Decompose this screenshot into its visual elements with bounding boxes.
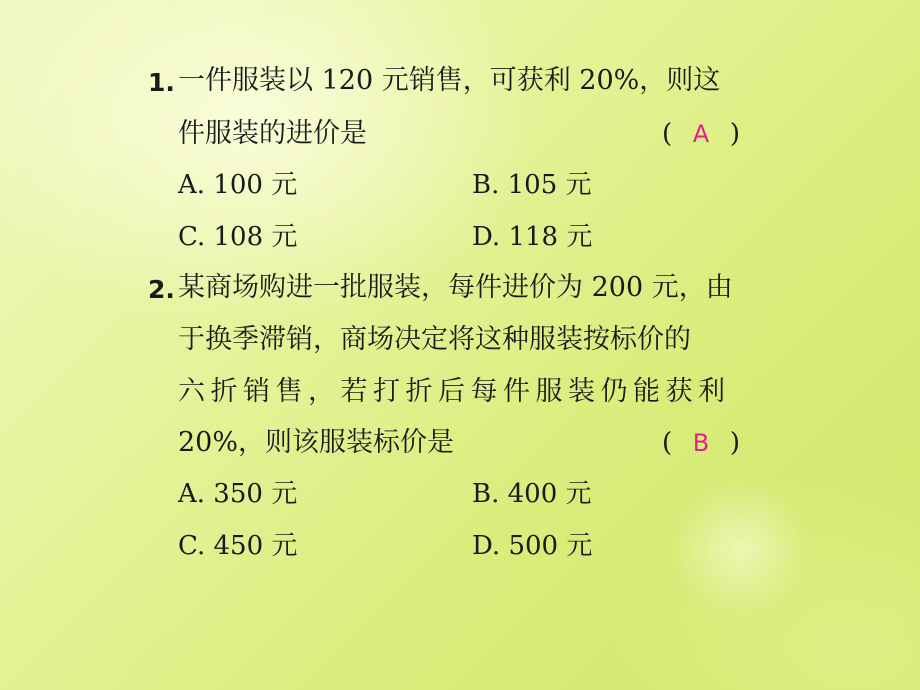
option-b: B. 105 元 [472,170,592,200]
question-number: 2. [148,275,175,304]
option-a: A. 350 元 [178,479,298,509]
question-text-line: 件服装的进价是 [178,118,367,149]
option-d: D. 500 元 [472,531,593,561]
question-text-line: 于换季滞销，商场决定将这种服装按标价的 [178,324,691,355]
answer-bracket [662,117,740,151]
answer-letter: A [692,120,710,148]
question-text-line: 一件服装以 120 元销售，可获利 20%，则这 [178,65,721,96]
option-c: C. 108 元 [178,222,298,252]
answer-bracket [662,426,740,460]
question-text-line: 20%，则该服装标价是 [178,427,455,458]
answer-open-paren: ( [662,428,673,458]
answer-close-paren: ) [729,119,740,149]
option-a: A. 100 元 [178,170,298,200]
answer-letter: B [692,429,710,457]
option-d: D. 118 元 [472,222,593,252]
answer-close-paren: ) [729,428,740,458]
question-text-line: 六折销售，若打折后每件服装仍能获利 [178,376,731,407]
question-text-line: 某商场购进一批服装，每件进价为 200 元，由 [178,272,733,303]
option-b: B. 400 元 [472,479,592,509]
option-c: C. 450 元 [178,531,298,561]
answer-open-paren: ( [662,119,673,149]
question-number: 1. [148,68,175,97]
